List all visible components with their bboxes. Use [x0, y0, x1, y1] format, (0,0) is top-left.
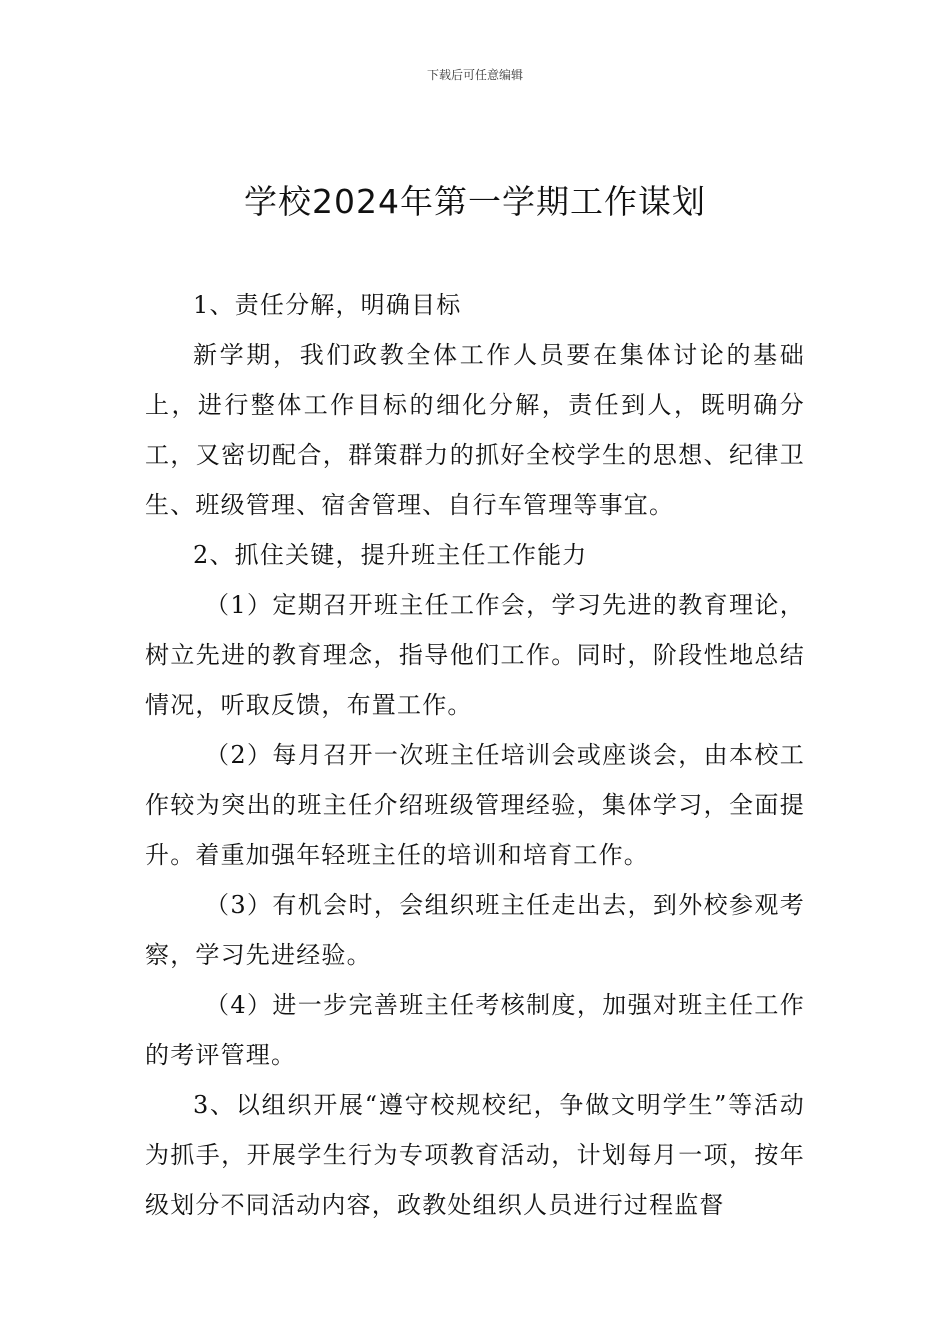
paragraph: 新学期，我们政教全体工作人员要在集体讨论的基础上，进行整体工作目标的细化分解，责任到人，既明确分工，又密切配合，群策群力的抓好全校学生的思想、纪律卫生、班级管理、宿舍管理、自行车管理等事宜。 — [145, 341, 805, 519]
document-title: 学校2024年第一学期工作谋划 — [244, 182, 706, 221]
list-item-2: （2）每月召开一次班主任培训会或座谈会，由本校工作较为突出的班主任介绍班级管理经验，集体学习，全面提升。着重加强年轻班主任的培训和培育工作。 — [145, 741, 805, 869]
section-heading-3: 3、以组织开展“遵守校规校纪，争做文明学生”等活动为抓手，开展学生行为专项教育活动，计划每月一项，按年级划分不同活动内容，政教处组织人员进行过程监督 — [145, 1091, 805, 1219]
list-item-1: （1）定期召开班主任工作会，学习先进的教育理论，树立先进的教育理念，指导他们工作。同时，阶段性地总结情况，听取反馈，布置工作。 — [145, 591, 805, 719]
list-item-3: （3）有机会时，会组织班主任走出去，到外校参观考察，学习先进经验。 — [145, 891, 805, 969]
page-header-note: 下载后可任意编辑 — [426, 68, 523, 82]
section-heading-1: 1、责任分解，明确目标 — [193, 291, 462, 319]
document-body — [145, 280, 805, 1230]
list-item-4: （4）进一步完善班主任考核制度，加强对班主任工作的考评管理。 — [145, 991, 805, 1069]
section-heading-2: 2、抓住关键，提升班主任工作能力 — [193, 541, 588, 569]
